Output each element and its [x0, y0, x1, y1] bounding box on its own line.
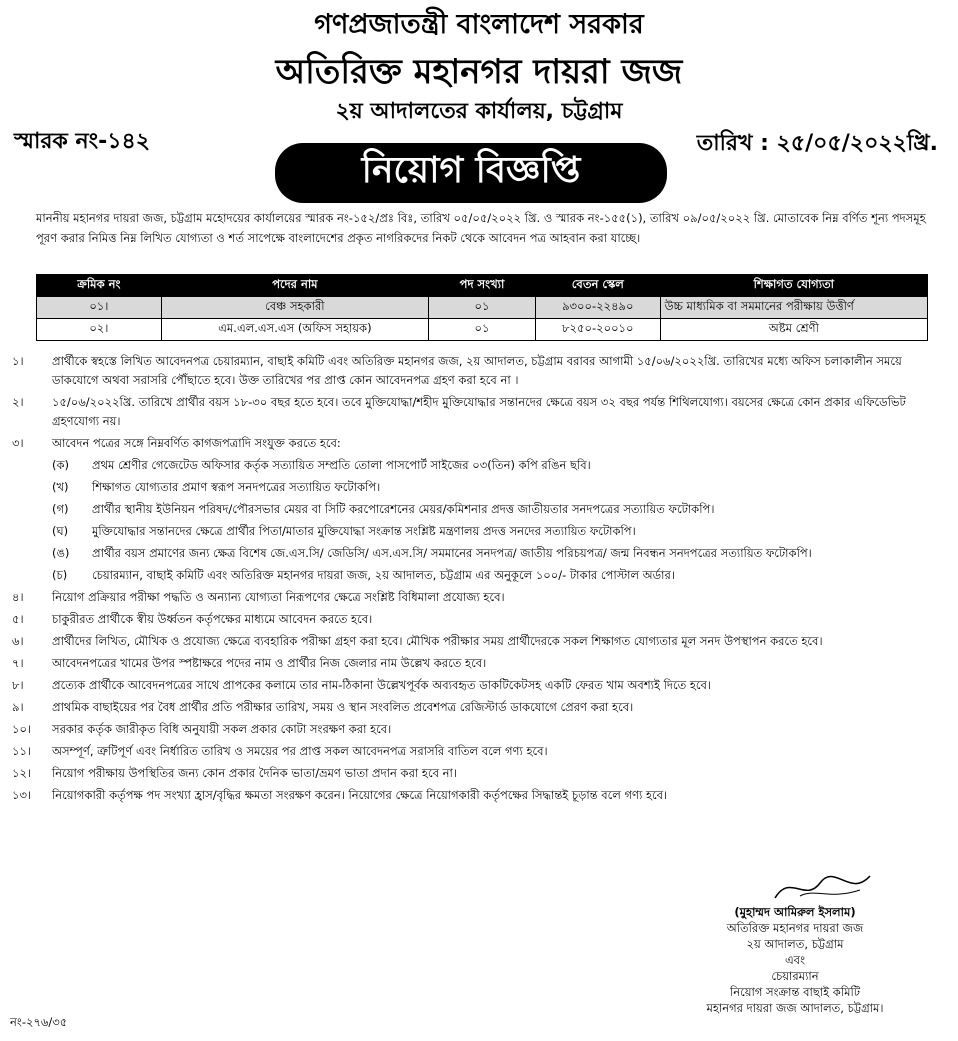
table-header-row	[37, 275, 928, 297]
document-text: প্রার্থীর বয়স প্রমাণের জন্য ক্ষেত্র বিশেষ জে.এস.সি/ জেডিসি/ এস.এস.সি/ সমমানের সনদপত্র/ জাতীয় পরিচয়পত্র/ জন্ম নিবন্ধন সনদপত্রের সত্যায়িত ফটোকপি।	[92, 546, 812, 560]
cell-pay-scale: ৮২৫০-২০০১০	[535, 319, 660, 341]
item-number: ৩।	[12, 436, 24, 450]
item-text: আবেদন পত্রের সঙ্গে নিম্নবর্ণিত কাগজপত্রাদি সংযুক্ত করতে হবে:	[52, 436, 341, 450]
signatory-designation: অতিরিক্ত মহানগর দায়রা জজ	[726, 921, 864, 935]
item-text: প্রাথমিক বাছাইয়ের পর বৈধ প্রার্থীর প্রতি পরীক্ষার তারিখ, সময় ও স্থান সংবলিত প্রবেশপত্র রেজিস্টার্ড ডাকযোগে প্রেরণ করা হবে।	[52, 700, 634, 714]
item-text: প্রার্থীকে স্বহস্তে লিখিত আবেদনপত্র চেয়ারম্যান, বাছাই কমিটি এবং অতিরিক্ত মহানগর জজ, ২য় আদালত, চট্টগ্রাম বরাবর আগামী ১৫/০৬/২০২২খ্রি. তারিখের মধ্যে অফিস চলাকালীন সময়ে ডাকযোগে অথবা সরাসরি পৌঁছাতে হবে। উক্ত তারিখের পর প্রাপ্ত কোন আবেদনপত্র গ্রহণ করা হবে না ।	[52, 354, 902, 387]
document-text: মুক্তিযোদ্ধার সন্তানদের ক্ষেত্রে প্রার্থীর পিতা/মাতার মুক্তিযোদ্ধা সংক্রান্ত সংশ্লিষ্ট মন্ত্রণালয় প্রদত্ত সনদের সত্যায়িত ফটোকপি।	[92, 524, 636, 538]
document-letter: (গ)	[52, 502, 69, 516]
signatory-court: ২য় আদালত, চট্টগ্রাম	[746, 937, 844, 951]
item-number: ৬।	[12, 634, 24, 648]
item-text: অসম্পূর্ণ, ত্রুটিপূর্ণ এবং নির্ধারিত তারিখ ও সময়ের পর প্রাপ্ত সকল আবেদনপত্র সরাসরি বাতিল বলে গণ্য হবে।	[52, 744, 548, 758]
item-text: আবেদনপত্রের খামের উপর স্পষ্টাক্ষরে পদের নাম ও প্রার্থীর নিজ জেলার নাম উল্লেখ করতে হবে।	[52, 656, 487, 670]
signature-scribble-icon	[770, 868, 880, 908]
item-text: প্রত্যেক প্রার্থীকে আবেদনপত্রের সাথে প্রাপকের কলামে তার নাম-ঠিকানা উল্লেখপূর্বক অব্যবহৃত ডাকটিকেটসহ একটি ফেরত খাম অবশ্যই দিতে হবে।	[52, 678, 712, 692]
document-item	[52, 478, 932, 497]
document-letter: (চ)	[52, 568, 68, 582]
cell-serial: ০২।	[37, 319, 162, 341]
list-item	[12, 720, 932, 739]
signatory-court-name: মহানগর দায়রা জজ আদালত, চট্টগ্রাম।	[706, 1001, 884, 1015]
document-text: প্রথম শ্রেণীর গেজেটেড অফিসার কর্তৃক সত্যায়িত সম্প্রতি তোলা পাসপোর্ট সাইজের ০৩(তিন) কপি রঙিন ছবি।	[92, 458, 591, 472]
signatory-role: চেয়ারম্যান	[771, 969, 819, 983]
item-number: ১০।	[12, 722, 32, 736]
item-number: ১১।	[12, 744, 32, 758]
conditions-list	[12, 352, 932, 808]
list-item	[12, 610, 932, 629]
cell-qualification: উচ্চ মাধ্যমিক বা সমমানের পরীক্ষায় উত্তীর্ণ	[660, 297, 927, 319]
list-item	[12, 698, 932, 717]
document-text: প্রার্থীর স্থানীয় ইউনিয়ন পরিষদ/পৌরসভার মেয়র বা সিটি করপোরেশনের মেয়র/কমিশনার প্রদত্ত জাতীয়তার সনদপত্রের সত্যায়িত ফটোকপি।	[92, 502, 715, 516]
table-row	[37, 297, 928, 319]
cell-post-count: ০১	[429, 319, 536, 341]
document-letter: (ঙ)	[52, 546, 70, 560]
item-text: নিয়োগ প্রক্রিয়ার পরীক্ষা পদ্ধতি ও অন্যান্য যোগ্যতা নিরূপণের ক্ষেত্রে সংশ্লিষ্ট বিধিমালা প্রযোজ্য হবে।	[52, 590, 505, 604]
memo-number: স্মারক নং-১৪২	[14, 129, 151, 154]
item-text: চাকুরীরত প্রার্থীকে স্বীয় উর্ধ্বতন কর্তৃপক্ষের মাধ্যমে আবেদন করতে হবে।	[52, 612, 373, 626]
item-text: সরকার কর্তৃক জারীকৃত বিধি অনুযায়ী সকল প্রকার কোটা সংরক্ষণ করা হবে।	[52, 722, 392, 736]
item-text: নিয়োগকারী কর্তৃপক্ষ পদ সংখ্যা হ্রাস/বৃদ্ধির ক্ষমতা সংরক্ষণ করেন। নিয়োগের ক্ষেত্রে নিয়োগকারী কর্তৃপক্ষের সিদ্ধান্তই চূড়ান্ত বলে গণ্য হবে।	[52, 788, 668, 802]
item-number: ১।	[12, 354, 24, 368]
notice-date: তারিখ : ২৫/০৫/২০২২খ্রি.	[696, 131, 938, 156]
col-qualification: শিক্ষাগত যোগ্যতা	[660, 275, 927, 297]
list-item	[12, 632, 932, 651]
office-title: অতিরিক্ত মহানগর দায়রা জজ	[275, 52, 683, 92]
list-item	[12, 654, 932, 673]
list-item	[12, 676, 932, 695]
document-letter: (খ)	[52, 480, 69, 494]
item-number: ৮।	[12, 678, 24, 692]
document-item	[52, 522, 932, 541]
list-item	[12, 393, 932, 431]
document-letter: (ক)	[52, 458, 70, 472]
list-item	[12, 588, 932, 607]
item-number: ৫।	[12, 612, 24, 626]
intro-paragraph: মাননীয় মহানগর দায়রা জজ, চট্টগ্রাম মহোদয়ের কার্যালয়ের স্মারক নং-১৫২/প্রঃ বিঃ, তারিখ ০৫/০৫/২০২২ খ্রি. ও স্মারক নং-১৫৫(১), তারিখ ০৯/০৫/২০২২ খ্রি. মোতাবেক নিম্ন বর্ণিত শূন্য পদসমূহ পূরণ করার নিমিত্ত নিম্ন লিখিত যোগ্যতা ও শর্ত সাপেক্ষে বাংলাদেশের প্রকৃত নাগরিকদের নিকট থেকে আবেদন পত্র আহবান করা যাচ্ছে।	[36, 211, 926, 245]
document-item	[52, 566, 932, 585]
cell-post-name: বেঞ্চ সহকারী	[161, 297, 428, 319]
list-item	[12, 742, 932, 761]
document-text: চেয়ারম্যান, বাছাই কমিটি এবং অতিরিক্ত মহানগর দায়রা জজ, ২য় আদালত, চট্টগ্রাম এর অনুকূলে ১০০/- টাকার পোস্টাল অর্ডার।	[92, 568, 675, 582]
table-row	[37, 319, 928, 341]
list-item	[12, 764, 932, 783]
item-number: ৭।	[12, 656, 24, 670]
col-serial: ক্রমিক নং	[37, 275, 162, 297]
notice-title: নিয়োগ বিজ্ঞপ্তি	[361, 150, 581, 191]
cell-pay-scale: ৯৩০০-২২৪৯০	[535, 297, 660, 319]
item-number: ৪।	[12, 590, 24, 604]
document-item	[52, 544, 932, 563]
cell-post-count: ০১	[429, 297, 536, 319]
title-banner	[277, 145, 665, 201]
court-address: ২য় আদালতের কার্যালয়, চট্টগ্রাম	[335, 99, 623, 124]
list-item	[12, 434, 932, 585]
document-item	[52, 456, 932, 475]
signatory-committee: নিয়োগ সংক্রান্ত বাছাই কমিটি	[729, 985, 861, 999]
list-item	[12, 786, 932, 805]
col-post-count: পদ সংখ্যা	[429, 275, 536, 297]
item-text: প্রার্থীদের লিখিত, মৌখিক ও প্রযোজ্য ক্ষেত্রে ব্যবহারিক পরীক্ষা গ্রহণ করা হবে। মৌখিক পরীক্ষার সময় প্রার্থীদেরকে সকল শিক্ষাগত যোগ্যতার মূল সনদ উপস্থাপন করতে হবে।	[52, 634, 823, 648]
government-header: গণপ্রজাতন্ত্রী বাংলাদেশ সরকার	[314, 9, 644, 40]
cell-post-name: এম.এল.এস.এস (অফিস সহায়ক)	[161, 319, 428, 341]
item-text: নিয়োগ পরীক্ষায় উপস্থিতির জন্য কোন প্রকার দৈনিক ভাতা/ভ্রমণ ভাতা প্রদান করা হবে না।	[52, 766, 457, 780]
document-letter: (ঘ)	[52, 524, 69, 538]
posts-table	[36, 274, 928, 341]
item-text: ১৫/০৬/২০২২খ্রি. তারিখে প্রার্থীর বয়স ১৮-৩০ বছর হতে হবে। তবে মুক্তিযোদ্ধা/শহীদ মুক্তিযোদ্ধার সন্তানদের ক্ষেত্রে বয়স ৩২ বছর পর্যন্ত শিথিলযোগ্য। বয়সের ক্ষেত্রে কোন প্রকার এফিডেভিট গ্রহণযোগ্য নয়।	[52, 395, 906, 428]
item-number: ১২।	[12, 766, 32, 780]
signatory-name: (মুহাম্মদ আমিরুল ইসলাম)	[734, 905, 856, 919]
col-post-name: পদের নাম	[161, 275, 428, 297]
signatory-and: এবং	[784, 953, 806, 967]
item-number: ২।	[12, 395, 24, 409]
cell-serial: ০১।	[37, 297, 162, 319]
list-item	[12, 352, 932, 390]
reference-number: নং-২৭৬/৩৫	[10, 1015, 68, 1029]
document-text: শিক্ষাগত যোগ্যতার প্রমাণ স্বরূপ সনদপত্রের সত্যায়িত ফটোকপি।	[92, 480, 381, 494]
cell-qualification: অষ্টম শ্রেণী	[660, 319, 927, 341]
col-pay-scale: বেতন স্কেল	[535, 275, 660, 297]
item-number: ৯।	[12, 700, 24, 714]
document-item	[52, 500, 932, 519]
item-number: ১৩।	[12, 788, 32, 802]
signature-block	[670, 904, 920, 1016]
